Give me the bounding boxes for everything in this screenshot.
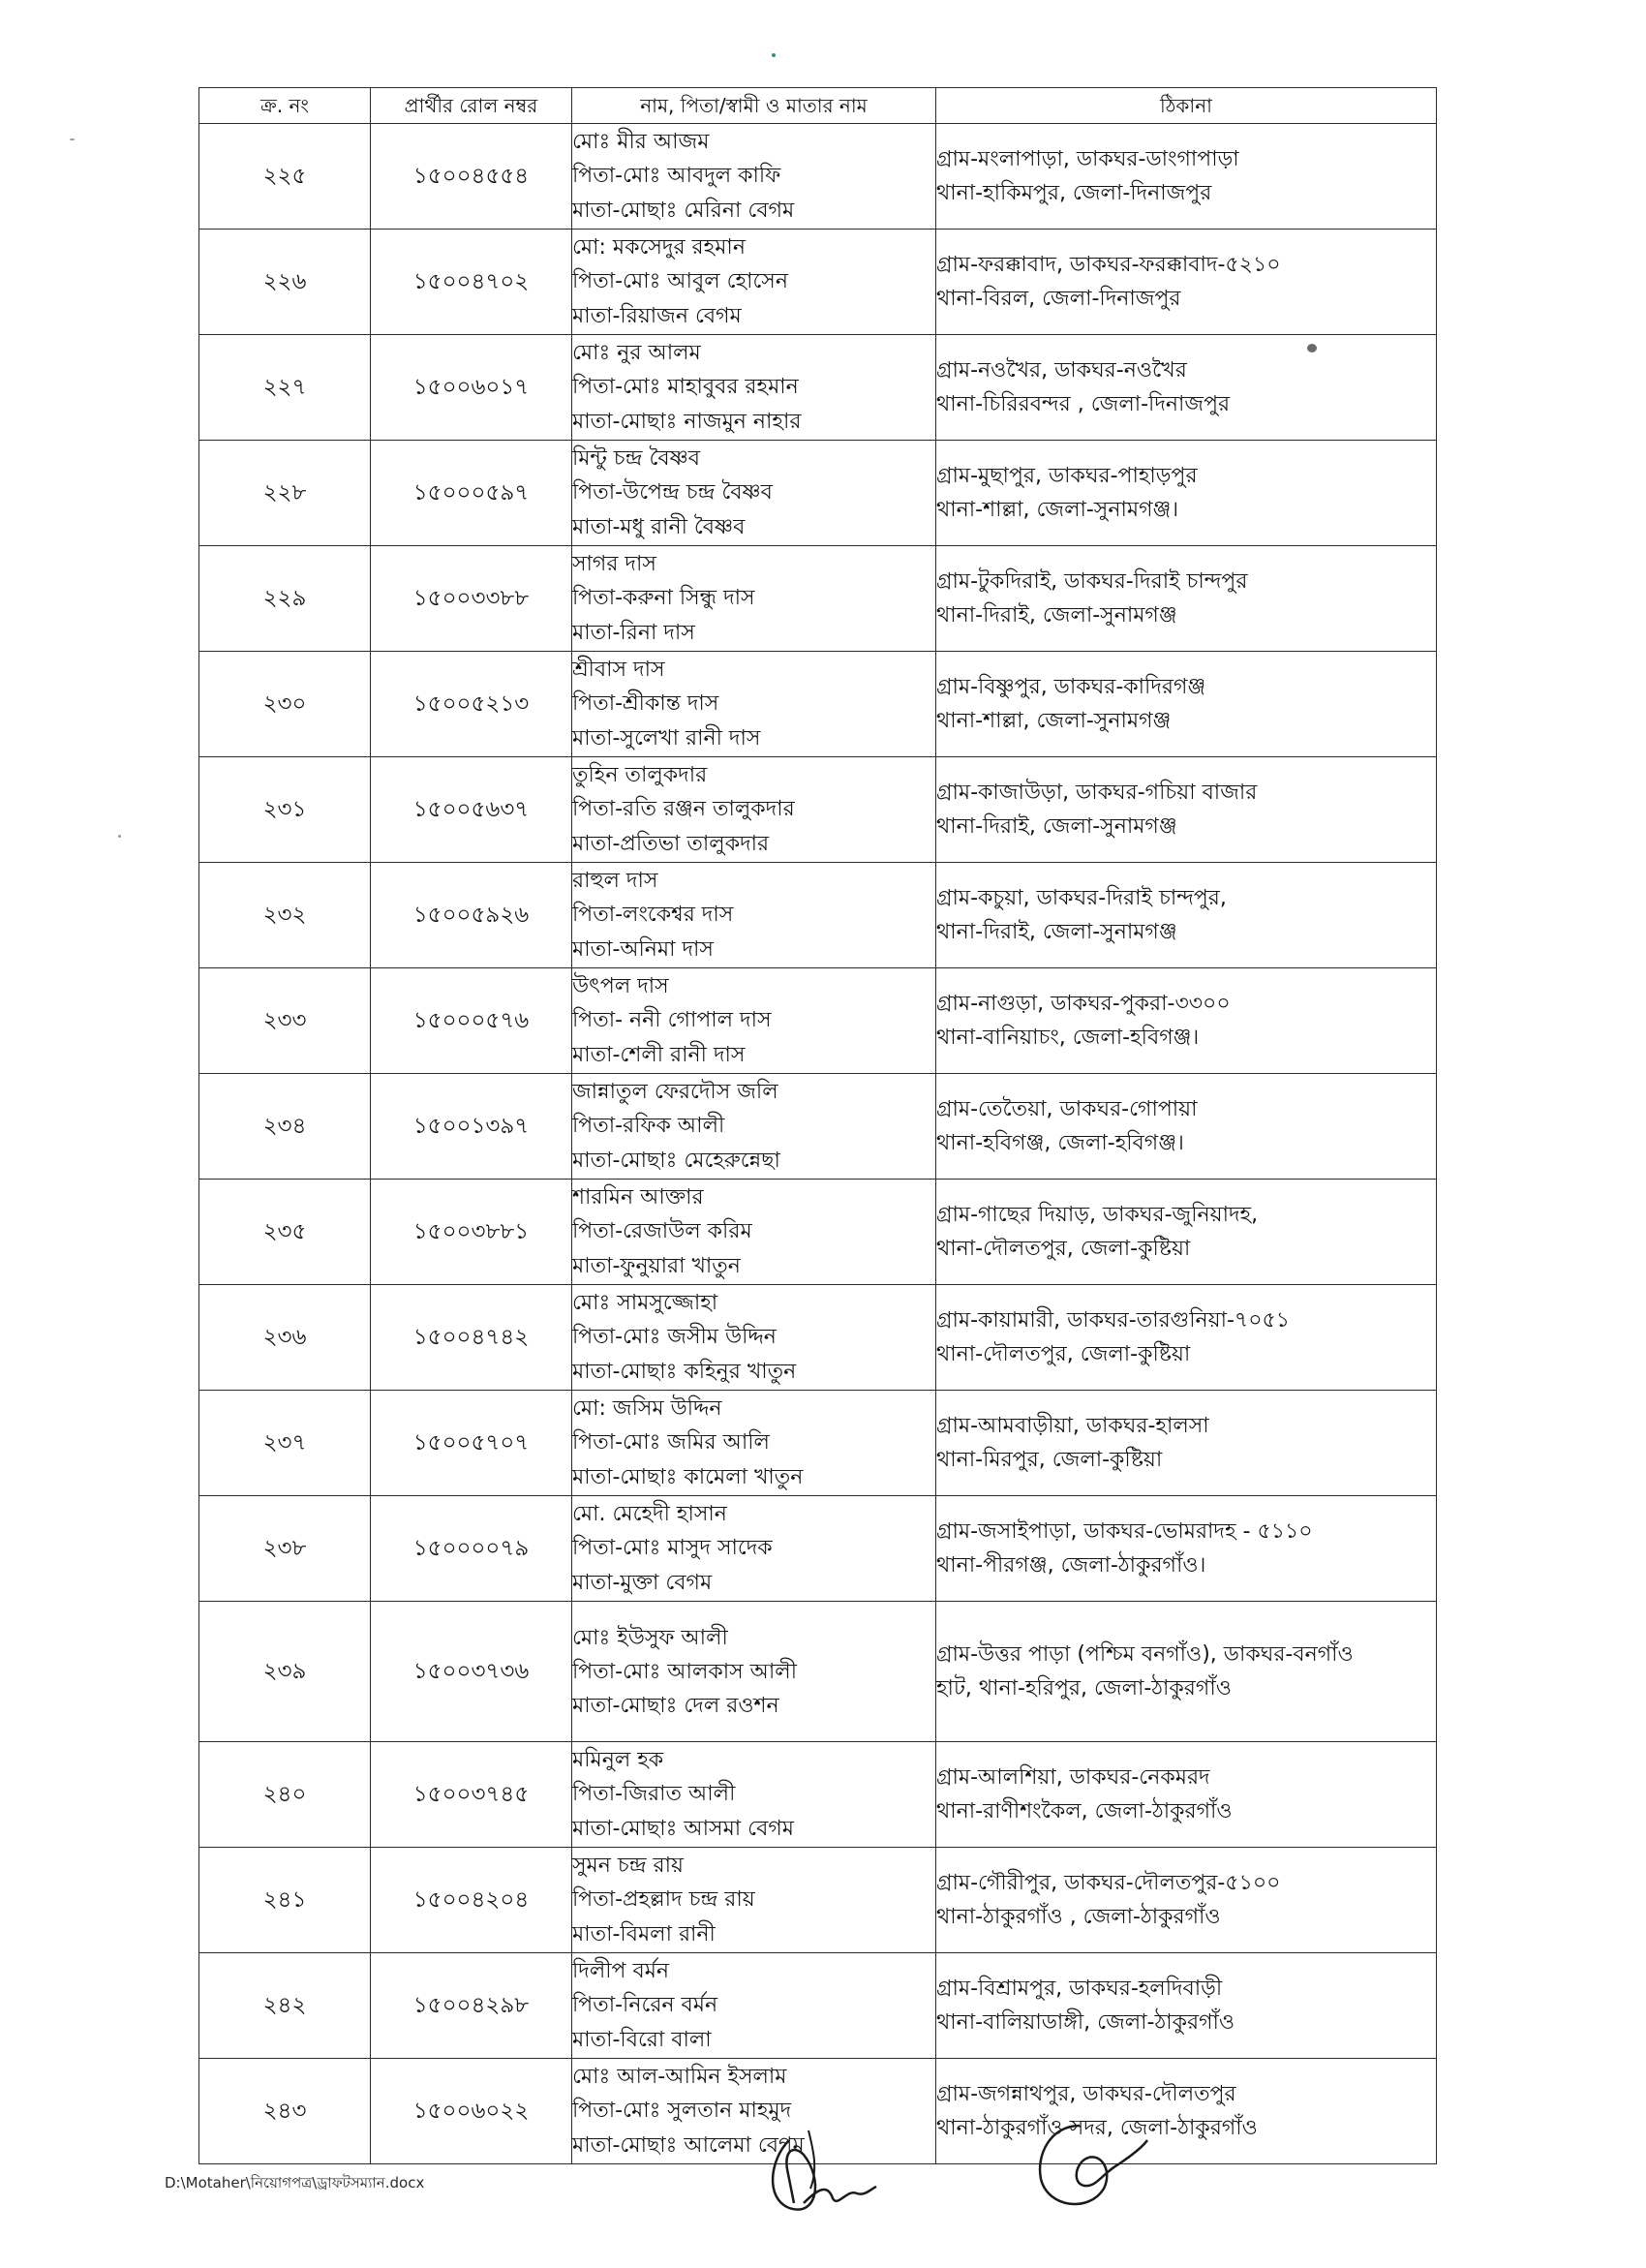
serial-cell: ২৩৯ (199, 1602, 371, 1742)
candidate-name: মিন্টু চন্দ্র বৈষ্ণব (572, 445, 700, 471)
header-serial: ক্র. নং (199, 88, 371, 124)
address-line-2: থানা-বালিয়াডাঙ্গী, জেলা-ঠাকুরগাঁও (936, 2010, 1235, 2035)
address-line-1: গ্রাম-উত্তর পাড়া (পশ্চিম বনগাঁও), ডাকঘর-বনগাঁও (936, 1642, 1354, 1667)
serial-cell: ২৪০ (199, 1742, 371, 1848)
address-line-2: থানা-মিরপুর, জেলা-কুষ্টিয়া (936, 1448, 1163, 1472)
father-name: পিতা-মোঃ আলকাস আলী (572, 1659, 797, 1684)
candidate-name: মোঃ ইউসুফ আলী (572, 1625, 728, 1650)
candidate-name: তুহিন তালুকদার (572, 762, 708, 787)
address-cell (936, 441, 1437, 546)
address-cell (936, 1391, 1437, 1496)
address-line-2: থানা-শাল্লা, জেলা-সুনামগঞ্জ। (936, 498, 1179, 522)
table-row (199, 546, 1437, 652)
name-cell (572, 1742, 936, 1848)
table-row (199, 968, 1437, 1074)
mother-name: মাতা-মধু রানী বৈষ্ণব (572, 514, 746, 539)
mother-name: মাতা-মোছাঃ কহিনুর খাতুন (572, 1359, 797, 1384)
mother-name: মাতা-প্রতিভা তালুকদার (572, 831, 770, 856)
father-name: পিতা-নিরেন বর্মন (572, 1993, 718, 2018)
address-line-1: গ্রাম-তেতৈয়া, ডাকঘর-গোপায়া (936, 1096, 1198, 1121)
serial-cell: ২২৫ (199, 124, 371, 230)
serial-cell: ২৪১ (199, 1848, 371, 1953)
address-line-1: গ্রাম-কায়ামারী, ডাকঘর-তারগুনিয়া-৭০৫১ (936, 1307, 1291, 1333)
table-row (199, 863, 1437, 968)
candidate-name: সাগর দাস (572, 551, 656, 576)
candidate-name: মোঃ নুর আলম (572, 340, 701, 365)
father-name: পিতা-শ্রীকান্ত দাস (572, 691, 719, 717)
serial-cell: ২৩৮ (199, 1496, 371, 1602)
address-cell (936, 652, 1437, 757)
roll-number-cell: ১৫০০১৩৯৭ (371, 1074, 572, 1180)
father-name: পিতা-মোঃ মাসুদ সাদেক (572, 1536, 773, 1561)
address-line-1: গ্রাম-নাগুড়া, ডাকঘর-পুকরা-৩৩০০ (936, 991, 1231, 1016)
serial-cell: ২২৭ (199, 335, 371, 441)
address-line-1: গ্রাম-বিষ্ণুপুর, ডাকঘর-কাদিরগঞ্জ (936, 674, 1206, 699)
address-cell (936, 230, 1437, 335)
serial-cell: ২৪৩ (199, 2059, 371, 2164)
address-line-2: থানা-দিরাই, জেলা-সুনামগঞ্জ (936, 603, 1177, 628)
table-row (199, 1496, 1437, 1602)
mother-name: মাতা-রিনা দাস (572, 620, 695, 645)
address-line-1: গ্রাম-আমবাড়ীয়া, ডাকঘর-হালসা (936, 1413, 1209, 1438)
serial-cell: ২৩৭ (199, 1391, 371, 1496)
name-cell (572, 1074, 936, 1180)
address-line-2: থানা-ঠাকুরগাঁও , জেলা-ঠাকুরগাঁও (936, 1905, 1221, 1929)
father-name: পিতা-মোঃ আবুল হোসেন (572, 269, 788, 294)
address-line-1: গ্রাম-গাছের দিয়াড়, ডাকঘর-জুনিয়াদহ, (936, 1202, 1259, 1227)
table-row (199, 335, 1437, 441)
mother-name: মাতা-সুলেখা রানী দাস (572, 725, 761, 751)
candidate-name: মো. মেহেদী হাসান (572, 1501, 727, 1526)
serial-cell: ২২৮ (199, 441, 371, 546)
father-name: পিতা-রতি রঞ্জন তালুকদার (572, 797, 795, 822)
table-row (199, 1602, 1437, 1742)
address-line-2: থানা-দৌলতপুর, জেলা-কুষ্টিয়া (936, 1237, 1191, 1261)
roll-number-cell: ১৫০০৬০১৭ (371, 335, 572, 441)
address-line-2: হাট, থানা-হরিপুর, জেলা-ঠাকুরগাঁও (936, 1676, 1232, 1701)
address-line-1: গ্রাম-বিশ্রামপুর, ডাকঘর-হলদিবাড়ী (936, 1976, 1223, 2001)
table-row (199, 1953, 1437, 2059)
father-name: পিতা-প্রহল্লাদ চন্দ্র রায় (572, 1887, 755, 1913)
address-cell (936, 1953, 1437, 2059)
serial-cell: ২৩৩ (199, 968, 371, 1074)
name-cell (572, 1848, 936, 1953)
address-line-1: গ্রাম-মংলাপাড়া, ডাকঘর-ডাংগাপাড়া (936, 146, 1239, 171)
father-name: পিতা-লংকেশ্বর দাস (572, 903, 734, 928)
candidate-name: মোঃ মীর আজম (572, 129, 710, 154)
address-cell (936, 1285, 1437, 1391)
address-cell (936, 1180, 1437, 1285)
name-cell (572, 1180, 936, 1285)
name-cell (572, 1285, 936, 1391)
address-line-1: গ্রাম-কাজাউড়া, ডাকঘর-গচিয়া বাজার (936, 780, 1258, 805)
address-cell (936, 757, 1437, 863)
address-line-2: থানা-বিরল, জেলা-দিনাজপুর (936, 287, 1181, 311)
address-line-2: থানা-চিরিরবন্দর , জেলা-দিনাজপুর (936, 392, 1231, 416)
address-line-2: থানা-শাল্লা, জেলা-সুনামগঞ্জ (936, 709, 1172, 733)
name-cell (572, 1391, 936, 1496)
roll-number-cell: ১৫০০৩৩৮৮ (371, 546, 572, 652)
address-line-2: থানা-হবিগঞ্জ, জেলা-হবিগঞ্জ। (936, 1131, 1184, 1155)
roll-number-cell: ১৫০০৫৬৩৭ (371, 757, 572, 863)
candidate-name: শারমিন আক্তার (572, 1184, 704, 1210)
header-address: ঠিকানা (936, 88, 1437, 124)
address-cell (936, 1742, 1437, 1848)
roll-number-cell: ১৫০০৪৭৪২ (371, 1285, 572, 1391)
roll-number-cell: ১৫০০৬০২২ (371, 2059, 572, 2164)
father-name: পিতা- ননী গোপাল দাস (572, 1008, 772, 1033)
address-line-2: থানা-দিরাই, জেলা-সুনামগঞ্জ (936, 920, 1177, 944)
address-line-1: গ্রাম-ফরক্কাবাদ, ডাকঘর-ফরক্কাবাদ-৫২১০ (936, 252, 1281, 277)
roll-number-cell: ১৫০০০৫৭৬ (371, 968, 572, 1074)
serial-cell: ২৩০ (199, 652, 371, 757)
mother-name: মাতা-মোছাঃ দেল রওশন (572, 1693, 779, 1718)
father-name: পিতা-রেজাউল করিম (572, 1219, 752, 1244)
table-row (199, 1285, 1437, 1391)
table-row (199, 230, 1437, 335)
mother-name: মাতা-মোছাঃ নাজমুন নাহার (572, 409, 802, 434)
name-cell (572, 757, 936, 863)
name-cell (572, 124, 936, 230)
candidate-name: সুমন চন্দ্র রায় (572, 1853, 684, 1878)
name-cell (572, 546, 936, 652)
name-cell (572, 1953, 936, 2059)
address-cell (936, 1848, 1437, 1953)
candidate-name: শ্রীবাস দাস (572, 657, 665, 682)
roll-number-cell: ১৫০০৪২৯৮ (371, 1953, 572, 2059)
father-name: পিতা-মোঃ জসীম উদ্দিন (572, 1325, 777, 1350)
address-line-2: থানা-ঠাকুরগাঁও সদর, জেলা-ঠাকুরগাঁও (936, 2116, 1258, 2140)
name-cell (572, 1496, 936, 1602)
table-header-row (199, 88, 1437, 124)
table-row (199, 1074, 1437, 1180)
address-line-1: গ্রাম-কচুয়া, ডাকঘর-দিরাই চান্দপুর, (936, 885, 1227, 910)
candidate-name: মমিনুল হক (572, 1747, 664, 1772)
roll-number-cell: ১৫০০৫২১৩ (371, 652, 572, 757)
candidate-name: রাহুল দাস (572, 868, 658, 893)
scan-speck (772, 53, 776, 57)
father-name: পিতা-রফিক আলী (572, 1114, 725, 1139)
mother-name: মাতা-মোছাঃ মেহেরুন্নেছা (572, 1148, 780, 1173)
address-cell (936, 124, 1437, 230)
mother-name: মাতা-মোছাঃ আলেমা বেগম (572, 2132, 805, 2158)
address-line-1: গ্রাম-গৌরীপুর, ডাকঘর-দৌলতপুর-৫১০০ (936, 1870, 1281, 1895)
name-cell (572, 1602, 936, 1742)
signature-right (1026, 2116, 1152, 2218)
address-cell (936, 1602, 1437, 1742)
father-name: পিতা-মোঃ জমির আলি (572, 1430, 770, 1456)
file-path-footer: D:\Motaher\নিয়োগপত্র\ড্রাফটসম্যান.docx (165, 2174, 425, 2191)
table-row (199, 441, 1437, 546)
roll-number-cell: ১৫০০৩৭৪৫ (371, 1742, 572, 1848)
candidate-name: উৎপল দাস (572, 973, 669, 998)
address-line-2: থানা-হাকিমপুর, জেলা-দিনাজপুর (936, 181, 1212, 205)
candidate-name: জান্নাতুল ফেরদৌস জলি (572, 1079, 778, 1104)
mother-name: মাতা-অনিমা দাস (572, 936, 714, 962)
roll-number-cell: ১৫০০০৫৯৭ (371, 441, 572, 546)
candidate-name: মোঃ সামসুজ্জোহা (572, 1290, 718, 1315)
name-cell (572, 230, 936, 335)
roll-number-cell: ১৫০০৫৭০৭ (371, 1391, 572, 1496)
candidate-name: মো: জসিম উদ্দিন (572, 1395, 722, 1421)
roll-number-cell: ১৫০০৩৭৩৬ (371, 1602, 572, 1742)
mother-name: মাতা-শেলী রানী দাস (572, 1042, 746, 1067)
serial-cell: ২২৯ (199, 546, 371, 652)
signature-left (750, 2111, 886, 2227)
header-name-parents: নাম, পিতা/স্বামী ও মাতার নাম (572, 88, 936, 124)
candidate-name: মোঃ আল-আমিন ইসলাম (572, 2064, 787, 2089)
serial-cell: ২৩৫ (199, 1180, 371, 1285)
scan-speck (70, 138, 75, 140)
mother-name: মাতা-বিরো বালা (572, 2027, 712, 2052)
address-cell (936, 968, 1437, 1074)
address-cell (936, 335, 1437, 441)
candidate-table (198, 87, 1437, 2164)
roll-number-cell: ১৫০০৫৯২৬ (371, 863, 572, 968)
serial-cell: ২৩২ (199, 863, 371, 968)
roll-number-cell: ১৫০০৪২০৪ (371, 1848, 572, 1953)
table-row (199, 1180, 1437, 1285)
address-cell (936, 1074, 1437, 1180)
address-line-2: থানা-দৌলতপুর, জেলা-কুষ্টিয়া (936, 1342, 1191, 1366)
address-cell (936, 863, 1437, 968)
address-line-2: থানা-বানিয়াচং, জেলা-হবিগঞ্জ। (936, 1026, 1200, 1050)
address-line-1: গ্রাম-নওখৈর, ডাকঘর-নওখৈর (936, 357, 1187, 383)
mother-name: মাতা-বিমলা রানী (572, 1921, 716, 1946)
address-line-1: গ্রাম-জসাইপাড়া, ডাকঘর-ভোমরাদহ - ৫১১০ (936, 1518, 1313, 1544)
candidate-name: মো: মকসেদুর রহমান (572, 234, 746, 260)
name-cell (572, 441, 936, 546)
table-row (199, 1848, 1437, 1953)
table-row (199, 652, 1437, 757)
roll-number-cell: ১৫০০০০৭৯ (371, 1496, 572, 1602)
father-name: পিতা-মোঃ সুলতান মাহমুদ (572, 2099, 792, 2124)
name-cell (572, 335, 936, 441)
table-row (199, 757, 1437, 863)
address-cell (936, 2059, 1437, 2164)
father-name: পিতা-জিরাত আলী (572, 1782, 736, 1807)
father-name: পিতা-করুনা সিন্ধু দাস (572, 586, 755, 611)
name-cell (572, 652, 936, 757)
address-line-2: থানা-পীরগঞ্জ, জেলা-ঠাকুরগাঁও। (936, 1553, 1206, 1578)
serial-cell: ২৪২ (199, 1953, 371, 2059)
name-cell (572, 863, 936, 968)
header-roll-number: প্রার্থীর রোল নম্বর (371, 88, 572, 124)
name-cell (572, 968, 936, 1074)
father-name: পিতা-মোঃ আবদুল কাফি (572, 164, 781, 189)
mother-name: মাতা-মুক্তা বেগম (572, 1570, 713, 1595)
roll-number-cell: ১৫০০৪৭০২ (371, 230, 572, 335)
table-row (199, 124, 1437, 230)
mother-name: মাতা-রিয়াজন বেগম (572, 303, 742, 328)
address-line-1: গ্রাম-মুছাপুর, ডাকঘর-পাহাড়পুর (936, 463, 1198, 488)
address-cell (936, 546, 1437, 652)
scan-speck (118, 835, 121, 838)
address-line-1: গ্রাম-টুকদিরাই, ডাকঘর-দিরাই চান্দপুর (936, 568, 1248, 594)
address-cell (936, 1496, 1437, 1602)
serial-cell: ২৩৬ (199, 1285, 371, 1391)
candidate-name: দিলীপ বর্মন (572, 1958, 670, 1983)
mother-name: মাতা-ফুনুয়ারা খাতুন (572, 1253, 741, 1278)
father-name: পিতা-উপেন্দ্র চন্দ্র বৈষ্ণব (572, 480, 773, 506)
mother-name: মাতা-মোছাঃ কামেলা খাতুন (572, 1464, 804, 1489)
address-line-2: থানা-রাণীশংকৈল, জেলা-ঠাকুরগাঁও (936, 1799, 1233, 1824)
roll-number-cell: ১৫০০৩৮৮১ (371, 1180, 572, 1285)
father-name: পিতা-মোঃ মাহাবুবর রহমান (572, 375, 799, 400)
serial-cell: ২২৬ (199, 230, 371, 335)
table-row (199, 1391, 1437, 1496)
table-row (199, 1742, 1437, 1848)
address-line-2: থানা-দিরাই, জেলা-সুনামগঞ্জ (936, 814, 1177, 839)
address-line-1: গ্রাম-আলশিয়া, ডাকঘর-নেকমরদ (936, 1764, 1210, 1790)
mother-name: মাতা-মোছাঃ মেরিনা বেগম (572, 198, 795, 223)
address-line-1: গ্রাম-জগন্নাথপুর, ডাকঘর-দৌলতপুর (936, 2081, 1236, 2106)
serial-cell: ২৩৪ (199, 1074, 371, 1180)
serial-cell: ২৩১ (199, 757, 371, 863)
roll-number-cell: ১৫০০৪৫৫৪ (371, 124, 572, 230)
mother-name: মাতা-মোছাঃ আসমা বেগম (572, 1816, 794, 1841)
